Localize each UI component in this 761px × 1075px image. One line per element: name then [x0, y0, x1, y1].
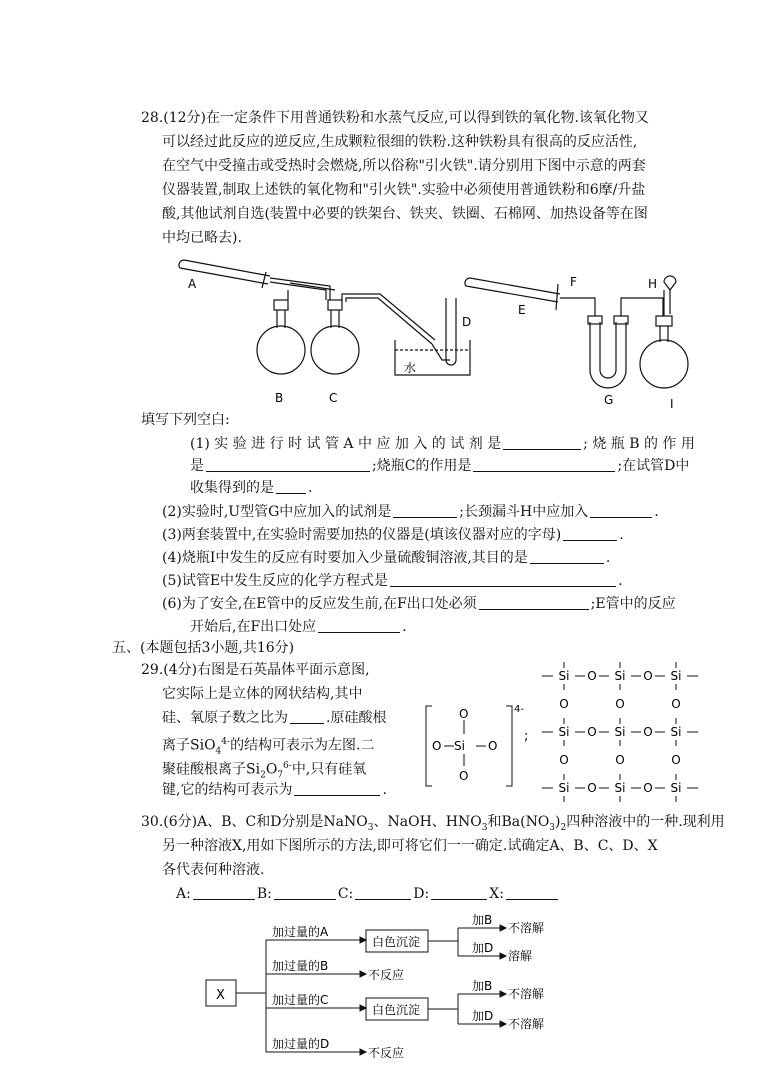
crystal-o: O — [615, 753, 625, 767]
q28-sub3: (3)两套装置中,在实验时需要加热的仪器是(填该仪器对应的字母) . — [162, 527, 624, 543]
label-D: D — [462, 315, 472, 329]
flow-add-b: 加过量的B — [272, 959, 329, 973]
q30-line-3: 各代表何种溶液. — [162, 862, 265, 878]
orthosilicate-structure — [420, 700, 540, 790]
q28-sub1-line3: 收集得到的是 . — [190, 480, 313, 496]
q29-line-6: 键,它的结构可表示为 . — [162, 782, 387, 798]
quartz-crystal-structure — [540, 652, 700, 812]
q29-line-3: 硅、氧原子数之比为 .原硅酸根 — [162, 710, 387, 726]
label-E: E — [518, 303, 526, 317]
blank-6-1[interactable] — [479, 595, 589, 610]
label-B: B — [275, 391, 284, 405]
blank-3-1[interactable] — [563, 526, 617, 541]
ion-si: Si — [454, 739, 465, 753]
blank-5-1[interactable] — [390, 572, 616, 587]
q28-sub5: (5)试管E中发生反应的化学方程式是 . — [162, 573, 623, 589]
crystal-si: Si — [558, 725, 570, 739]
label-C: C — [329, 391, 338, 405]
crystal-o: O — [643, 781, 653, 795]
crystal-si: Si — [558, 669, 570, 683]
blank-29-2[interactable] — [294, 781, 380, 796]
crystal-o: O — [559, 697, 569, 711]
crystal-si: Si — [670, 781, 682, 795]
flow-add-c: 加过量的C — [272, 993, 329, 1007]
q28-line-5: 酸,其他试剂自选(装置中必要的铁架台、铁夹、铁圈、石棉网、加热设备等在图 — [162, 206, 648, 222]
crystal-o: O — [671, 697, 681, 711]
q29-line-2: 它实际上是立体的网状结构,其中 — [162, 686, 363, 702]
blank-1-2[interactable] — [206, 457, 370, 472]
crystal-si: Si — [670, 725, 682, 739]
ion-o-bottom: O — [459, 769, 469, 783]
section-5-heading: 五、(本题包括3小题,共16分) — [112, 640, 295, 656]
flow-no-reaction-2: 不反应 — [368, 1046, 405, 1060]
q28-line-6: 中均已略去). — [162, 230, 242, 246]
flow-white-precipitate-2: 白色沉淀 — [372, 1003, 421, 1017]
label-I: I — [670, 397, 674, 411]
crystal-o: O — [559, 753, 569, 767]
q28-sub6-line2: 开始后,在F出口处应 . — [190, 619, 407, 635]
blank-1-3[interactable] — [473, 457, 615, 472]
flow-add-d: 加过量的D — [272, 1037, 330, 1051]
label-F: F — [570, 275, 577, 289]
q29-line-5: 聚硅酸根离子$Si_2O_7^{6-}$中,只有硅氧 — [162, 761, 367, 781]
blank-6-2[interactable] — [318, 618, 400, 633]
flow-x: X — [216, 988, 225, 1003]
q30-line-1: 30.(6分)A、B、C和D分别是NaNO$_3$、NaOH、$HNO_3$和$Ba(NO_3)_2$四种溶液中的一种.现利用 — [141, 814, 725, 833]
q30-line-2: 另一种溶液X,用如下图所示的方法,即可将它们一一确定.试确定A、B、C、D、X — [162, 838, 658, 854]
apparatus-diagram — [170, 250, 700, 415]
crystal-o: O — [587, 669, 597, 683]
label-G: G — [604, 393, 614, 407]
crystal-si: Si — [614, 669, 626, 683]
flow-soluble-1: 溶解 — [508, 949, 533, 963]
answer-D[interactable] — [431, 885, 487, 900]
q28-line-3: 在空气中受撞击或受热时会燃烧,所以俗称"引火铁".请分别用下图中示意的两套 — [162, 158, 646, 174]
crystal-si: Si — [614, 725, 626, 739]
crystal-si: Si — [558, 781, 570, 795]
ion-o-left: O — [432, 739, 442, 753]
crystal-o: O — [587, 725, 597, 739]
flow-plus-d-2: 加D — [472, 1009, 494, 1023]
q29-line-1: 29.(4分)右图是石英晶体平面示意图, — [141, 662, 370, 678]
q28-line-2: 可以经过此反应的逆反应,生成颗粒很细的铁粉.这种铁粉具有很高的反应活性, — [162, 134, 638, 150]
q29-line-4: 离子SiO$_4^{4-}$的结构可表示为左图.二 — [162, 737, 375, 757]
q28-sub2: (2)实验时,U型管G中应加入的试剂是 ;长颈漏斗H中应加入 . — [162, 504, 659, 520]
flow-no-reaction-1: 不反应 — [368, 968, 405, 982]
answer-B[interactable] — [274, 885, 336, 900]
flow-insoluble-3: 不溶解 — [508, 1017, 545, 1031]
blank-1-4[interactable] — [276, 479, 306, 494]
crystal-si: Si — [614, 781, 626, 795]
answer-X[interactable] — [506, 885, 558, 900]
ion-semicolon: ; — [524, 729, 529, 744]
q28-sub6-line1: (6)为了安全,在E管中的反应发生前,在F出口处必须 ;E管中的反应 — [162, 596, 676, 612]
q28-fill-intro: 填写下列空白: — [141, 412, 230, 428]
crystal-o: O — [643, 725, 653, 739]
q28-line-4: 仪器装置,制取上述铁的氧化物和"引火铁".实验中必须使用普通铁粉和6摩/升盐 — [162, 182, 646, 198]
q28-line-1: 28.(12分)在一定条件下用普通铁粉和水蒸气反应,可以得到铁的氧化物.该氧化物又 — [141, 110, 649, 126]
label-H: H — [648, 277, 658, 291]
answer-A[interactable] — [193, 885, 255, 900]
ion-charge: 4- — [514, 704, 524, 715]
blank-2-1[interactable] — [393, 503, 457, 518]
flow-plus-d-1: 加D — [472, 941, 494, 955]
crystal-si: Si — [670, 669, 682, 683]
flow-plus-b-1: 加B — [472, 913, 493, 927]
blank-4-1[interactable] — [530, 549, 604, 564]
q28-sub1-line2: 是 ;烧瓶C的作用是 ;在试管D中 — [190, 458, 690, 474]
flow-plus-b-2: 加B — [472, 979, 493, 993]
identification-flowchart — [200, 910, 570, 1065]
blank-1-1[interactable] — [503, 435, 581, 450]
blank-29-1[interactable] — [290, 709, 324, 724]
ion-o-top: O — [459, 707, 469, 721]
q30-answers: A: B: C: D: X: — [176, 884, 560, 904]
answer-C[interactable] — [355, 885, 411, 900]
crystal-o: O — [671, 753, 681, 767]
crystal-o: O — [643, 669, 653, 683]
label-water: 水 — [404, 361, 417, 375]
ion-o-right: O — [488, 739, 498, 753]
flow-add-a: 加过量的A — [272, 925, 329, 939]
label-A: A — [188, 277, 197, 291]
blank-2-2[interactable] — [590, 503, 652, 518]
flow-insoluble-2: 不溶解 — [508, 987, 545, 1001]
flow-insoluble-1: 不溶解 — [508, 921, 545, 935]
crystal-o: O — [587, 781, 597, 795]
crystal-o: O — [615, 697, 625, 711]
q28-sub1-line1: (1) 实 验 进 行 时 试 管 A 中 应 加 入 的 试 剂 是 ; 烧 瓶 B 的 作 用 — [190, 436, 695, 452]
flow-white-precipitate-1: 白色沉淀 — [372, 935, 421, 949]
q28-sub4: (4)烧瓶I中发生的反应有时要加入少量硫酸铜溶液,其目的是 . — [162, 550, 611, 566]
